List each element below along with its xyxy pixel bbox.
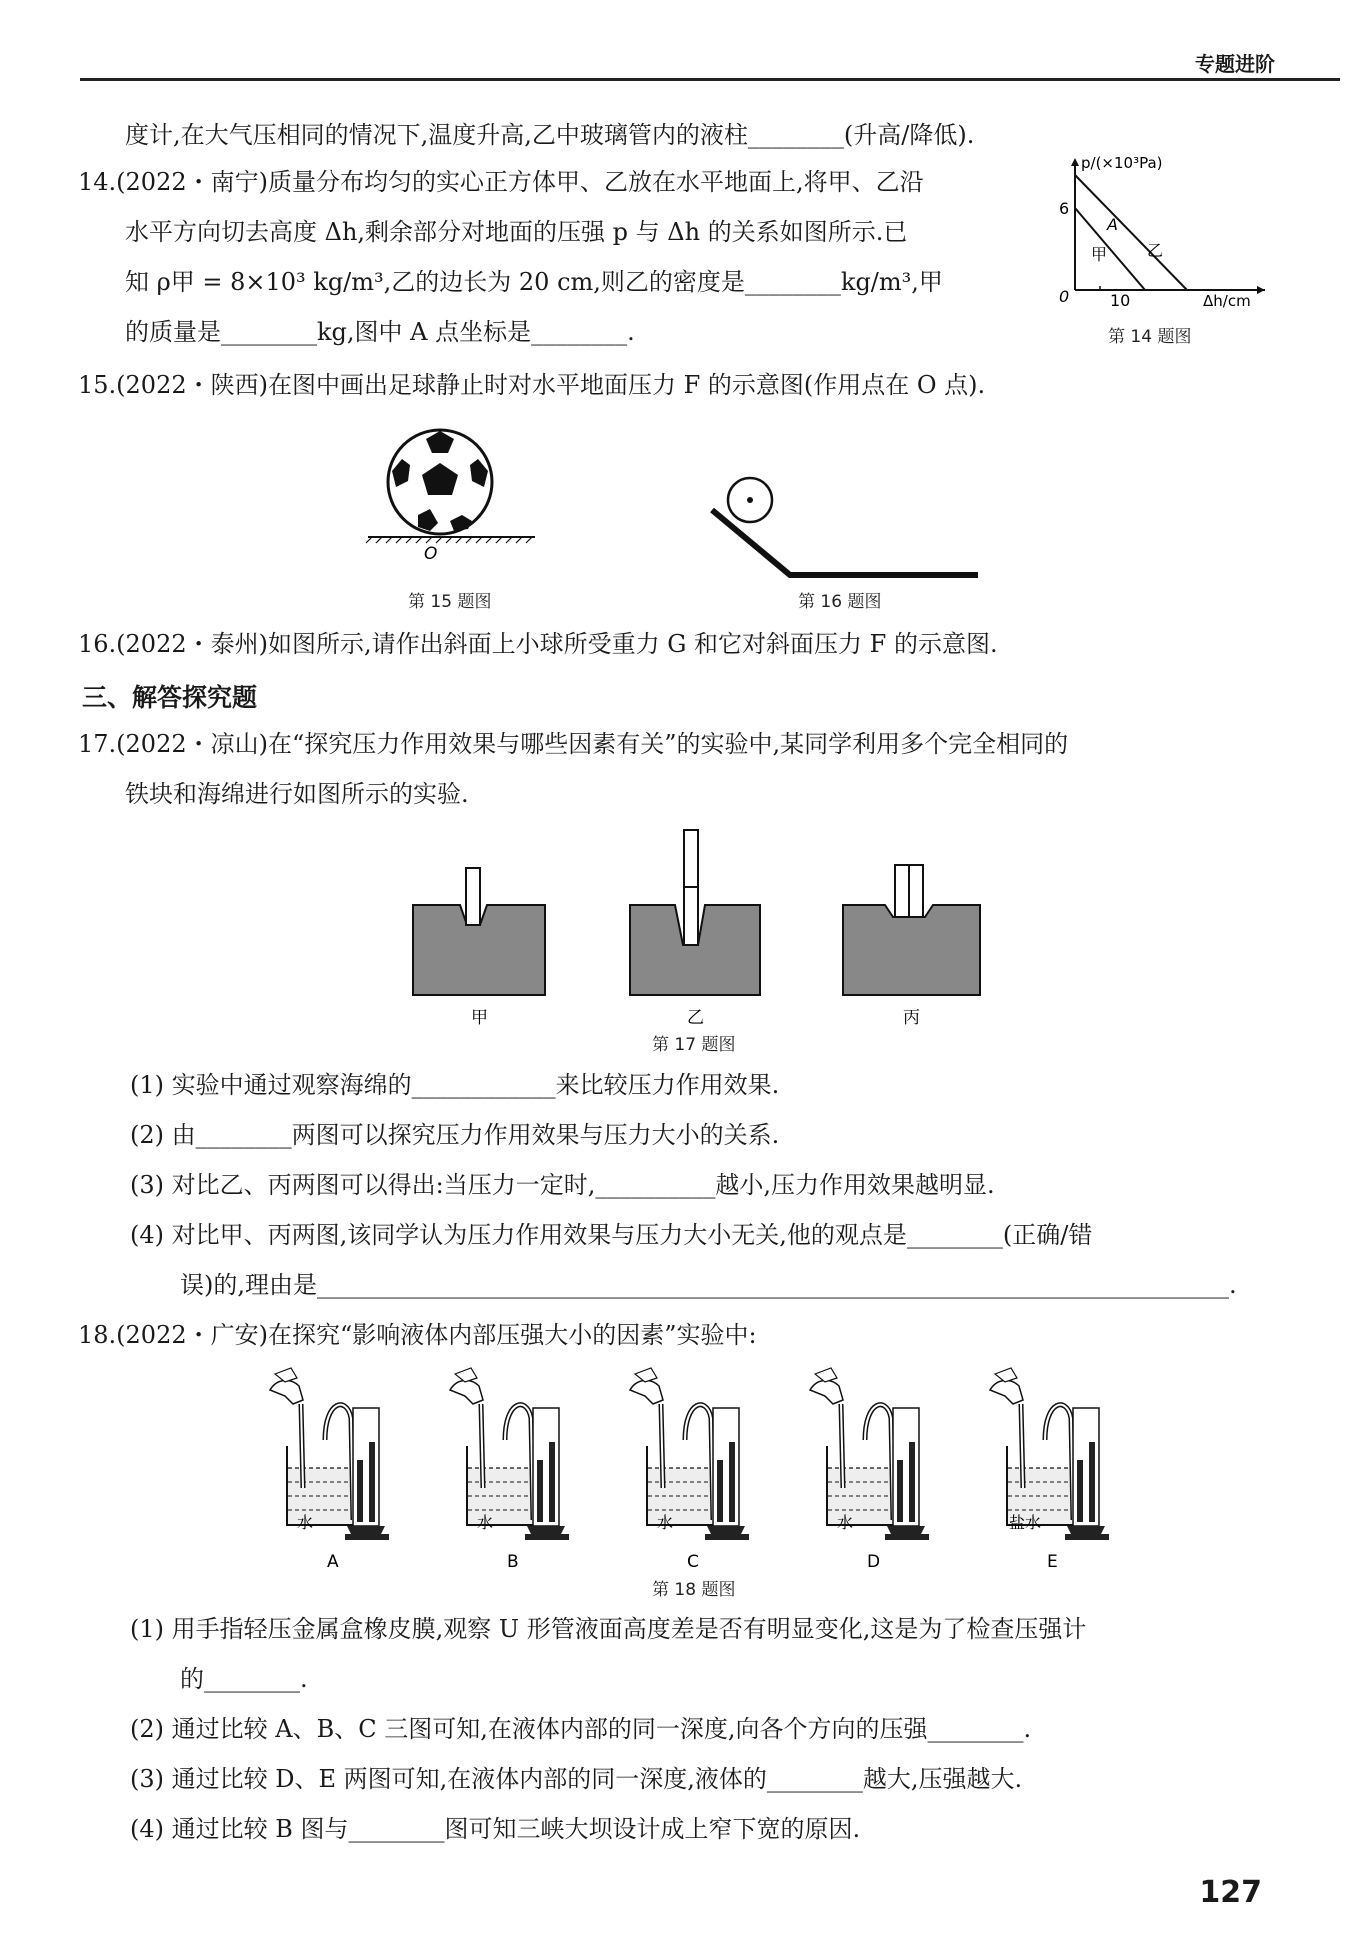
q14-line-3: 知 ρ甲 = 8×10³ kg/m³,乙的边长为 20 cm,则乙的密度是________kg/m³,甲 [125, 268, 943, 296]
fig18-liquid-e: 盐水 [1009, 1513, 1042, 1532]
fig18-caption: 第 18 题图 [652, 1580, 736, 1600]
fig14-origin: 0 [1059, 287, 1070, 306]
fig14-x-tick: 10 [1110, 291, 1131, 310]
fig18-liquid-a: 水 [297, 1513, 314, 1532]
q15-line: 15.(2022・陕西)在图中画出足球静止时对水平地面压力 F 的示意图(作用点在 O 点). [78, 371, 986, 399]
fig18-label-d: D [867, 1552, 881, 1572]
fig18-liquid-b: 水 [477, 1513, 494, 1532]
fig17-label-bing: 丙 [903, 1008, 920, 1028]
fig17-sponges [405, 825, 995, 1030]
fig15-football [360, 425, 540, 565]
q16-line: 16.(2022・泰州)如图所示,请作出斜面上小球所受重力 G 和它对斜面压力 F 的示意图. [78, 630, 998, 658]
fig14-label-jia: 甲 [1091, 245, 1108, 264]
fig17-label-jia: 甲 [471, 1008, 488, 1028]
fig14-y-axis-label: p/(×10³Pa) [1081, 154, 1163, 172]
page-number: 127 [1199, 1875, 1262, 1910]
q18-part-3: (3) 通过比较 D、E 两图可知,在液体内部的同一深度,液体的________越大,压强越大. [130, 1765, 1023, 1793]
q17-part-4a: (4) 对比甲、丙两图,该同学认为压力作用效果与压力大小无关,他的观点是________(正确/错 [130, 1221, 1093, 1249]
q17-part-3: (3) 对比乙、丙两图可以得出:当压力一定时,__________越小,压力作用效果越明显. [130, 1171, 995, 1199]
fig15-caption: 第 15 题图 [408, 592, 492, 612]
fig17-caption: 第 17 题图 [652, 1035, 736, 1055]
fig15-point-o: O [424, 544, 438, 564]
fig18-label-c: C [687, 1552, 699, 1572]
q18-part-1b: 的________. [180, 1665, 308, 1693]
q14-line-1: 14.(2022・南宁)质量分布均匀的实心正方体甲、乙放在水平地面上,将甲、乙沿 [78, 168, 924, 196]
fig18-label-e: E [1047, 1552, 1058, 1572]
section-heading: 三、解答探究题 [82, 683, 258, 712]
text-line-continuation: 度计,在大气压相同的情况下,温度升高,乙中玻璃管内的液柱________(升高/降低). [125, 121, 975, 149]
q17-part-4b: 误)的,理由是____________________________________________________________________________. [180, 1271, 1237, 1299]
fig18-liquid-c: 水 [657, 1513, 674, 1532]
fig14-x-axis-label: Δh/cm [1203, 292, 1251, 310]
fig18-label-b: B [507, 1552, 519, 1572]
fig14-y-tick: 6 [1059, 199, 1070, 218]
fig16-incline [700, 470, 990, 590]
q14-line-2: 水平方向切去高度 Δh,剩余部分对地面的压强 p 与 Δh 的关系如图所示.已 [125, 218, 908, 246]
q17-line-1: 17.(2022・凉山)在“探究压力作用效果与哪些因素有关”的实验中,某同学利用多个完全相同的 [78, 730, 1069, 758]
fig14-label-yi: 乙 [1147, 241, 1164, 260]
fig16-caption: 第 16 题图 [798, 592, 882, 612]
fig18-pressure-gauges [265, 1360, 1135, 1575]
q18-part-1a: (1) 用手指轻压金属盒橡皮膜,观察 U 形管液面高度差是否有明显变化,这是为了检查压强计 [130, 1615, 1087, 1643]
q17-part-1: (1) 实验中通过观察海绵的____________来比较压力作用效果. [130, 1071, 780, 1099]
q18-part-2: (2) 通过比较 A、B、C 三图可知,在液体内部的同一深度,向各个方向的压强________. [130, 1715, 1032, 1743]
fig14-graph [1055, 150, 1275, 310]
q14-line-4: 的质量是________kg,图中 A 点坐标是________. [125, 318, 635, 346]
fig18-liquid-d: 水 [837, 1513, 854, 1532]
q18-part-4: (4) 通过比较 B 图与________图可知三峡大坝设计成上窄下宽的原因. [130, 1815, 861, 1843]
fig18-label-a: A [327, 1552, 339, 1572]
header-rule [80, 78, 1340, 81]
q17-line-2: 铁块和海绵进行如图所示的实验. [125, 780, 469, 808]
header-title: 专题进阶 [1195, 52, 1275, 76]
fig17-label-yi: 乙 [687, 1008, 704, 1028]
q17-part-2: (2) 由________两图可以探究压力作用效果与压力大小的关系. [130, 1121, 780, 1149]
fig14-caption: 第 14 题图 [1108, 327, 1192, 347]
fig14-point-a: A [1107, 215, 1118, 234]
q18-line: 18.(2022・广安)在探究“影响液体内部压强大小的因素”实验中: [78, 1321, 757, 1349]
